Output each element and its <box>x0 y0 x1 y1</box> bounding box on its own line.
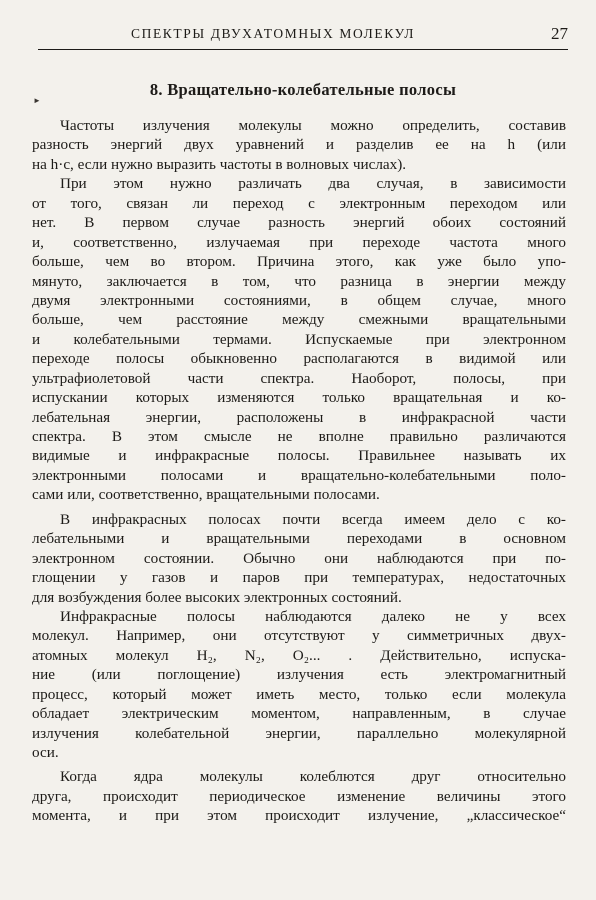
text-line: обладает электрическим моментом, направленным, в случае <box>32 705 566 723</box>
text-line: излучения колебательной энергии, параллельно молекулярной <box>32 724 566 742</box>
text-line: переходе полосы обыкновенно располагаются в видимой или <box>32 350 566 368</box>
text-line: сами или, соответственно, вращательными полосами. <box>32 486 380 504</box>
text-line: больше, чем расстояние между смежными вращательными <box>32 311 566 329</box>
text-line: для возбуждения более высоких электронных состояний. <box>32 588 402 606</box>
text-line: на h·c, если нужно выразить частоты в волновых числах). <box>32 155 407 173</box>
text-line: атомных молекул H₂, N₂, O₂... . Действительно, испуска- <box>32 646 566 664</box>
text-line: глощении у газов и паров при температурах, недостаточных <box>32 569 566 587</box>
body-text <box>32 116 566 826</box>
header-rule <box>38 49 568 50</box>
text-line: лебательными и вращательными переходами в основном <box>32 530 566 548</box>
text-line: нет. В первом случае разность энергий обоих состояний <box>32 214 566 232</box>
text-line: ультрафиолетовой части спектра. Наоборот, полосы, при <box>32 369 566 387</box>
text-line: При этом нужно различать два случая, в зависимости <box>60 175 566 193</box>
page-number: 27 <box>551 24 568 43</box>
text-line: В инфракрасных полосах почти всегда имеем дело с ко- <box>60 510 566 528</box>
paragraph <box>32 607 566 763</box>
text-line: и колебательными термами. Испускаемые при электронном <box>32 330 566 348</box>
text-line: двумя электронными состояниями, в общем случае, много <box>32 291 566 309</box>
paragraph <box>32 767 566 825</box>
section-heading: 8. Вращательно-колебательные полосы <box>149 80 457 99</box>
text-line: процесс, который может иметь место, только если молекула <box>32 685 566 703</box>
text-line: момента, и при этом происходит излучение, „классическое“ <box>32 807 566 825</box>
text-line: электронном состоянии. Обычно они наблюдаются при по- <box>32 549 566 567</box>
running-header <box>38 20 568 50</box>
text-line: Когда ядра молекулы колеблются друг относительно <box>60 768 566 786</box>
text-line: больше, чем во втором. Причина этого, как уже было упо- <box>32 253 566 271</box>
text-line: от того, связан ли переход с электронным переходом или <box>32 194 566 212</box>
text-line: электронными полосами и вращательно-колебательными поло- <box>32 466 566 484</box>
running-title: СПЕКТРЫ ДВУХАТОМНЫХ МОЛЕКУЛ <box>131 26 415 41</box>
paragraph <box>32 116 566 174</box>
text-line: лебательная энергии, расположены в инфракрасной части <box>32 408 566 426</box>
text-line: спектра. В этом смысле не вполне правильно различаются <box>32 428 566 445</box>
text-line: Частоты излучения молекулы можно определить, составив <box>60 117 566 134</box>
margin-mark-icon: ► <box>33 96 41 105</box>
text-line: друга, происходит периодическое изменение величины этого <box>32 787 566 805</box>
text-line: ние (или поглощение) излучения есть электромагнитный <box>32 666 566 684</box>
text-line: видимые и инфракрасные полосы. Правильнее называть их <box>32 447 566 465</box>
text-line: молекул. Например, они отсутствуют у симметричных двух- <box>32 627 566 645</box>
paragraph <box>32 174 566 504</box>
text-line: испускании которых изменяются только вращательная и ко- <box>32 389 566 407</box>
text-line: Инфракрасные полосы наблюдаются далеко не у всех <box>60 607 566 625</box>
text-line: и, соответственно, излучаемая при переходе частота много <box>32 233 566 251</box>
text-line: мянуто, заключается в том, что разница в энергии между <box>32 272 566 290</box>
text-line: оси. <box>32 744 59 761</box>
text-line: разность энергий двух уравнений и разделив ее на h (или <box>32 136 566 154</box>
paragraph <box>32 510 566 607</box>
